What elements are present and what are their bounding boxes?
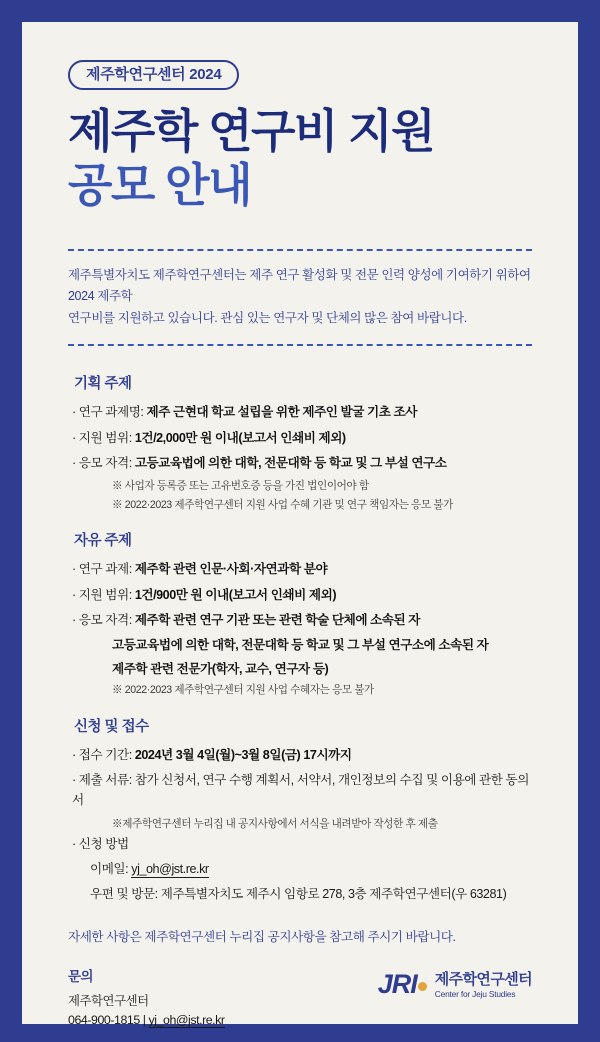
logo-mark-text: JRI (377, 969, 417, 1000)
table-row (68, 428, 532, 448)
logo-name-ko: 제주학연구센터 (434, 971, 532, 989)
row-value: 참가 신청서, 연구 수행 계획서, 서약서, 개인정보의 수집 및 이용에 관한 동의서 (72, 772, 529, 808)
application-post (68, 884, 532, 904)
post-label: 우편 및 방문: (90, 886, 161, 901)
page-title-line2: 공모 안내 (68, 159, 252, 212)
row-note: ※ 2022·2023 제주학연구센터 지원 사업 수혜 기관 및 연구 책임자는 응모 불가 (112, 498, 453, 511)
logo-dot-icon (418, 982, 427, 991)
poster-body (22, 346, 578, 904)
row-value: 제주학 관련 연구 기관 또는 관련 학술 단체에 소속된 자 (134, 612, 420, 627)
contact-separator: | (139, 1013, 149, 1028)
row-value: 2024년 3월 4일(월)~3월 8일(금) 17시까지 (134, 747, 352, 762)
section-title: 신청 및 접수 (74, 718, 149, 735)
row-value: 1건/900만 원 이내(보고서 인쇄비 제외) (134, 587, 337, 602)
section-title: 기획 주제 (74, 376, 132, 393)
logo-name-en: Center for Jeju Studies (434, 988, 516, 999)
table-row (68, 585, 532, 605)
poster-sheet (22, 22, 578, 1028)
row-value: 제주학 관련 인문·사회·자연과학 분야 (134, 562, 328, 577)
intro-line-2: 연구비를 지원하고 있습니다. 관심 있는 연구자 및 단체의 많은 참여 바랍니다. (68, 311, 467, 326)
contact-email: yj_oh@jst.re.kr (148, 1013, 225, 1028)
row-label: · 연구 과제: (72, 562, 135, 577)
application-email (68, 859, 532, 879)
contact-block (68, 965, 532, 1030)
intro-line-1: 제주특별자치도 제주학연구센터는 제주 연구 활성화 및 전문 인력 양성에 기여하기 위하여 2024 제주학 (68, 267, 531, 304)
post-value: 제주특별자치도 제주시 임항로 278, 3층 제주학연구센터(우 63281) (160, 886, 507, 901)
page-title-line1: 제주학 연구비 지원 (68, 105, 435, 157)
row-value: 제주 근현대 학교 설립을 위한 제주인 발굴 기초 조사 (146, 405, 417, 420)
row-note: ※ 사업자 등록증 또는 고유번호증 등을 가진 법인이어야 함 (112, 480, 369, 493)
closing-note: 자세한 사항은 제주학연구센터 누리집 공지사항을 참고해 주시기 바랍니다. (68, 930, 456, 945)
section-application (68, 715, 532, 905)
row-value: 1건/2,000만 원 이내(보고서 인쇄비 제외) (134, 430, 346, 445)
logo-text (435, 971, 532, 998)
row-subvalue: 고등교육법에 의한 대학, 전문대학 등 학교 및 그 부설 연구소에 소속된 자 (112, 638, 489, 653)
section-planned-topic (68, 372, 532, 513)
row-label: · 제출 서류: (72, 772, 135, 787)
row-label: · 지원 범위: (72, 587, 135, 602)
table-row (68, 559, 532, 579)
table-row (68, 745, 532, 765)
table-row (68, 402, 532, 422)
table-row (68, 770, 532, 811)
row-note: ※제주학연구센터 누리집 내 공지사항에서 서식을 내려받아 작성한 후 제출 (112, 817, 438, 830)
table-row (68, 610, 532, 630)
row-label: · 지원 범위: (72, 430, 135, 445)
email-label: 이메일: (90, 862, 132, 877)
row-label: · 신청 방법 (72, 837, 129, 852)
contact-details (68, 1011, 532, 1030)
logo-mark (378, 971, 427, 998)
intro-paragraph (68, 265, 532, 331)
section-free-topic (68, 529, 532, 698)
contact-phone: 064-900-1815 (68, 1013, 140, 1028)
poster-header (22, 22, 578, 213)
email-value: yj_oh@jst.re.kr (131, 862, 209, 877)
contact-org: 제주학연구센터 (68, 994, 149, 1009)
table-row (68, 834, 532, 854)
contact-title: 문의 (68, 969, 94, 985)
jri-logo (378, 971, 532, 998)
row-label: · 연구 과제명: (72, 405, 147, 420)
section-title: 자유 주제 (74, 533, 132, 550)
row-subvalue: 제주학 관련 전문가(학자, 교수, 연구자 등) (112, 661, 329, 676)
table-row (68, 453, 532, 473)
badge-year: 제주학연구센터 2024 (68, 60, 239, 90)
row-value: 고등교육법에 의한 대학, 전문대학 등 학교 및 그 부설 연구소 (134, 455, 447, 470)
divider-top (68, 249, 532, 251)
row-label: · 응모 자격: (72, 455, 135, 470)
row-note: ※ 2022·2023 제주학연구센터 지원 사업 수혜자는 응모 불가 (112, 684, 374, 697)
row-label: · 접수 기간: (72, 747, 135, 762)
row-label: · 응모 자격: (72, 612, 135, 627)
